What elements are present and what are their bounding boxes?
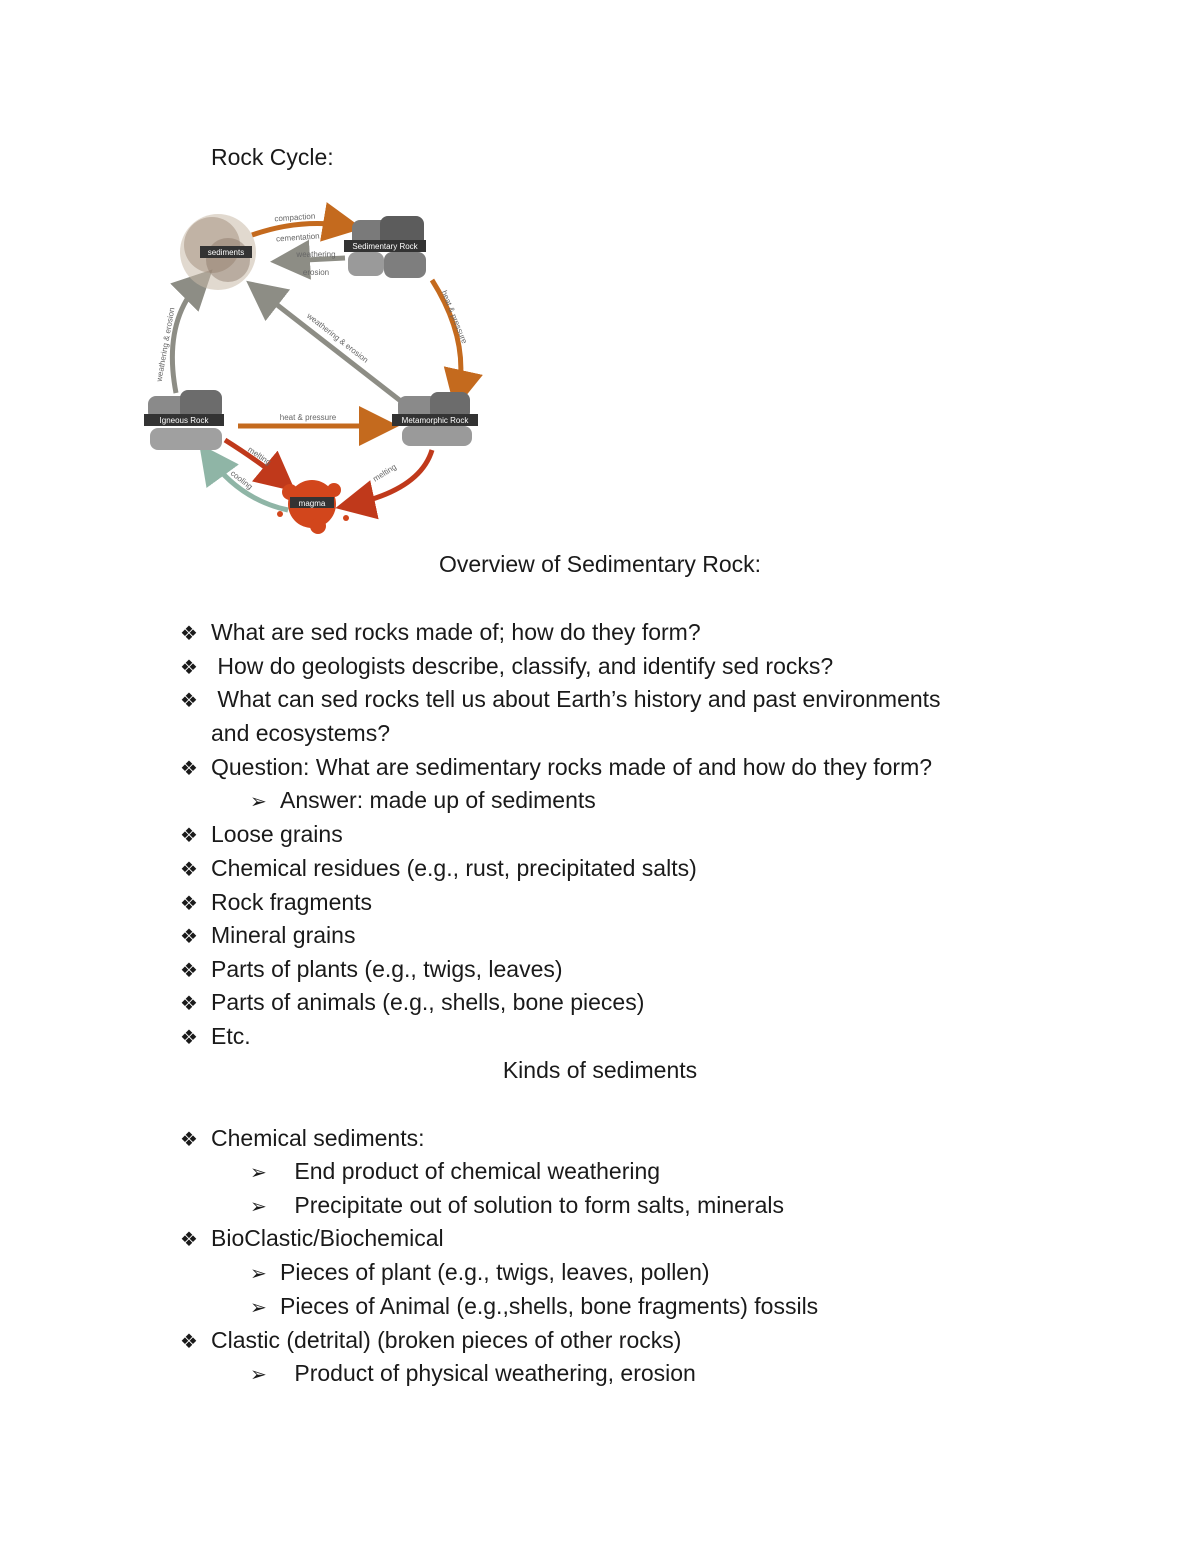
heat-pressure-bottom-label: heat & pressure <box>279 413 337 422</box>
sub-list-item-text: End product of chemical weathering <box>288 1158 661 1184</box>
bullet-icon: ❖ <box>180 758 198 780</box>
list-item <box>180 617 701 649</box>
arrow-weathering-left <box>172 280 202 393</box>
bullet-icon: ❖ <box>180 1331 198 1353</box>
sub-list-item-text: Precipitate out of solution to form salts, minerals <box>288 1192 784 1218</box>
list-item <box>180 651 833 683</box>
list-item <box>180 887 372 919</box>
arrow-bullet-icon: ➢ <box>250 1297 267 1319</box>
metamorphic-rock-node <box>392 392 478 446</box>
bullet-icon: ❖ <box>180 623 198 645</box>
list-item <box>180 954 563 986</box>
rock-cycle-heading: Rock Cycle: <box>211 144 334 170</box>
bullet-icon: ❖ <box>180 960 198 982</box>
cooling-label: cooling <box>228 468 255 492</box>
cementation-label: cementation <box>275 231 320 244</box>
list-item-text: Clastic (detrital) (broken pieces of other rocks) <box>211 1327 682 1353</box>
weathering-diagonal-label: weathering & erosion <box>305 311 370 365</box>
bullet-icon: ❖ <box>180 993 198 1015</box>
list-item-text: What are sed rocks made of; how do they form? <box>211 619 701 645</box>
list-item <box>180 684 941 716</box>
list-item <box>180 752 932 784</box>
overview-heading: Overview of Sedimentary Rock: <box>438 551 762 577</box>
arrow-bullet-icon: ➢ <box>250 791 267 813</box>
compaction-label: compaction <box>274 211 316 224</box>
sub-list-item <box>250 785 596 817</box>
arrow-bullet-icon: ➢ <box>250 1263 267 1285</box>
list-item-text: BioClastic/Biochemical <box>211 1225 444 1251</box>
arrow-bullet-icon: ➢ <box>250 1162 267 1184</box>
arrow-bullet-icon: ➢ <box>250 1364 267 1386</box>
bullet-icon: ❖ <box>180 1229 198 1251</box>
list-item-text: Chemical sediments: <box>211 1125 425 1151</box>
weathering-top-label: weathering <box>296 250 336 259</box>
list-item-text: Mineral grains <box>211 922 356 948</box>
list-item <box>180 987 644 1019</box>
magma-node <box>277 480 349 534</box>
list-item-text: Parts of plants (e.g., twigs, leaves) <box>211 956 563 982</box>
list-item <box>180 1223 444 1255</box>
sediments-node <box>180 214 256 290</box>
metamorphic-rock-label: Metamorphic Rock <box>401 416 469 425</box>
melting-igneous-label: melting <box>246 444 273 467</box>
arrow-melting-metamorphic <box>350 450 432 505</box>
rock-cycle-diagram <box>140 200 490 550</box>
bullet-icon: ❖ <box>180 1129 198 1151</box>
kinds-heading: Kinds of sediments <box>502 1057 698 1083</box>
list-item <box>180 853 697 885</box>
bullet-icon: ❖ <box>180 893 198 915</box>
list-item-text: Question: What are sedimentary rocks made of and how do they form? <box>211 754 933 780</box>
sub-list-item-text: Pieces of Animal (e.g.,shells, bone fragments) fossils <box>280 1293 819 1319</box>
bullet-icon: ❖ <box>180 859 198 881</box>
arrow-bullet-icon: ➢ <box>250 1196 267 1218</box>
erosion-top-label: erosion <box>302 268 330 277</box>
sub-list-item-text: Answer: made up of sediments <box>280 787 596 813</box>
sub-list-item-text: Pieces of plant (e.g., twigs, leaves, pollen) <box>280 1259 710 1285</box>
heat-pressure-right-label: heat & pressure <box>439 289 470 345</box>
list-item-text: Etc. <box>211 1023 251 1049</box>
sub-list-item <box>250 1291 818 1323</box>
bullet-icon: ❖ <box>180 825 198 847</box>
sediments-label: sediments <box>207 248 245 257</box>
list-item-text: Chemical residues (e.g., rust, precipitated salts) <box>211 855 697 881</box>
sedimentary-rock-node <box>344 216 426 278</box>
bullet-icon: ❖ <box>180 657 198 679</box>
igneous-rock-label: Igneous Rock <box>159 416 209 425</box>
arrow-weathering-diagonal <box>258 290 402 402</box>
list-item-text: How do geologists describe, classify, and identify sed rocks? <box>211 653 834 679</box>
list-item <box>180 1325 681 1357</box>
list-item-text: Parts of animals (e.g., shells, bone pieces) <box>211 989 645 1015</box>
list-item <box>180 1021 251 1053</box>
igneous-rock-node <box>144 390 224 450</box>
sub-list-item <box>250 1156 660 1188</box>
melting-metamorphic-label: melting <box>371 462 398 484</box>
list-item-text: Rock fragments <box>211 889 373 915</box>
sub-list-item <box>250 1190 784 1222</box>
sub-list-item <box>250 1257 710 1289</box>
list-item-continuation: and ecosystems? <box>211 720 390 746</box>
magma-label: magma <box>298 499 326 508</box>
bullet-icon: ❖ <box>180 690 198 712</box>
list-item-text: What can sed rocks tell us about Earth’s history and past environments <box>211 686 941 712</box>
list-item <box>180 1123 424 1155</box>
weathering-left-label: weathering & erosion <box>154 306 177 383</box>
list-item <box>180 920 355 952</box>
bullet-icon: ❖ <box>180 1027 198 1049</box>
list-item <box>180 819 343 851</box>
sedimentary-rock-label: Sedimentary Rock <box>352 242 418 251</box>
list-item-text: Loose grains <box>211 821 343 847</box>
sub-list-item <box>250 1358 696 1390</box>
bullet-icon: ❖ <box>180 926 198 948</box>
sub-list-item-text: Product of physical weathering, erosion <box>288 1360 696 1386</box>
